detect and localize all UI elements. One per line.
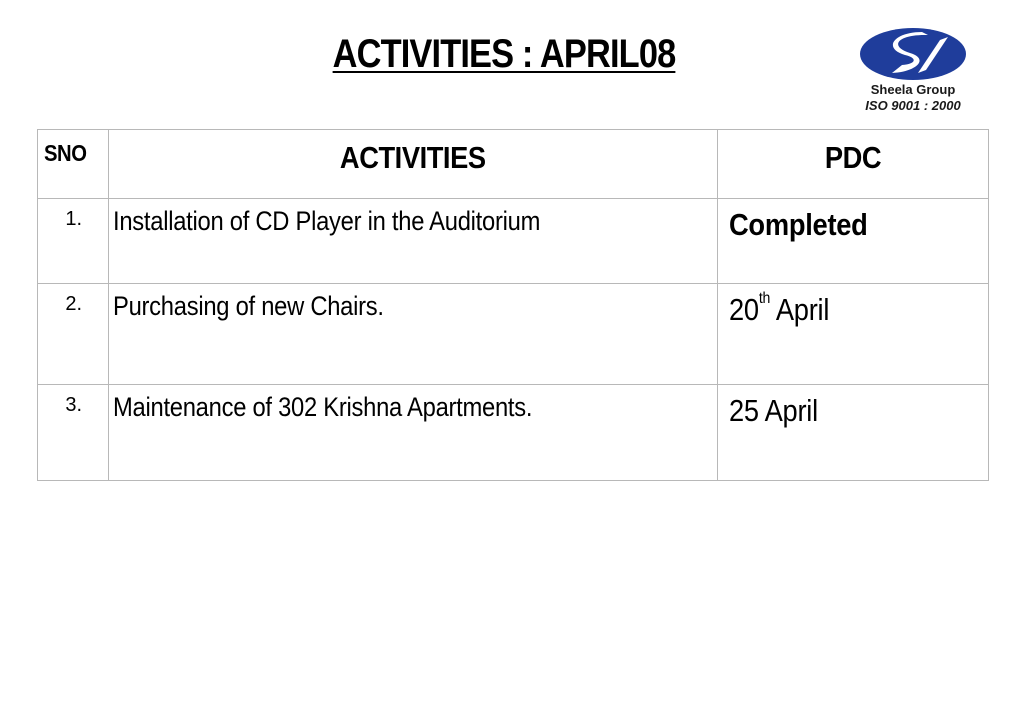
row-pdc-text: Completed: [728, 207, 868, 242]
header-sno: [38, 130, 109, 199]
row-activity: [109, 199, 718, 284]
table-row: [38, 199, 989, 284]
header-activities: [109, 130, 718, 199]
row-activity-text: Purchasing of new Chairs.: [113, 291, 384, 321]
row-pdc-text: 25 April: [728, 393, 818, 428]
page-title-text: ACTIVITIES : APRIL08: [332, 32, 676, 76]
logo-company-name: Sheela Group: [870, 82, 956, 97]
row-sno: 2.: [38, 284, 109, 385]
logo-iso-certification: ISO 9001 : 2000: [865, 98, 961, 113]
row-pdc: [717, 385, 988, 481]
table-row: [38, 385, 989, 481]
row-pdc-text: [729, 292, 829, 328]
row-activity: [109, 385, 718, 481]
header-sno-label: SNO: [44, 140, 87, 166]
row-sno: 3.: [38, 385, 109, 481]
row-pdc-month: April: [775, 292, 829, 327]
row-pdc: [717, 284, 988, 385]
header-activities-label: ACTIVITIES: [340, 140, 486, 175]
row-activity-text: Installation of CD Player in the Auditorium: [113, 206, 541, 236]
table-row: [38, 284, 989, 385]
row-sno: 1.: [38, 199, 109, 284]
activities-table: [37, 129, 989, 481]
row-pdc-day: 20: [728, 292, 759, 327]
page-title: [71, 32, 938, 77]
header-pdc: [717, 130, 988, 199]
row-pdc-ordinal-suffix: th: [758, 290, 770, 307]
row-pdc: [717, 199, 988, 284]
table-header-row: [38, 130, 989, 199]
row-activity-text: Maintenance of 302 Krishna Apartments.: [113, 392, 533, 422]
row-activity: [109, 284, 718, 385]
sheela-group-logo-mark: [858, 26, 968, 82]
header-pdc-label: PDC: [824, 140, 881, 175]
company-logo: [846, 26, 980, 118]
